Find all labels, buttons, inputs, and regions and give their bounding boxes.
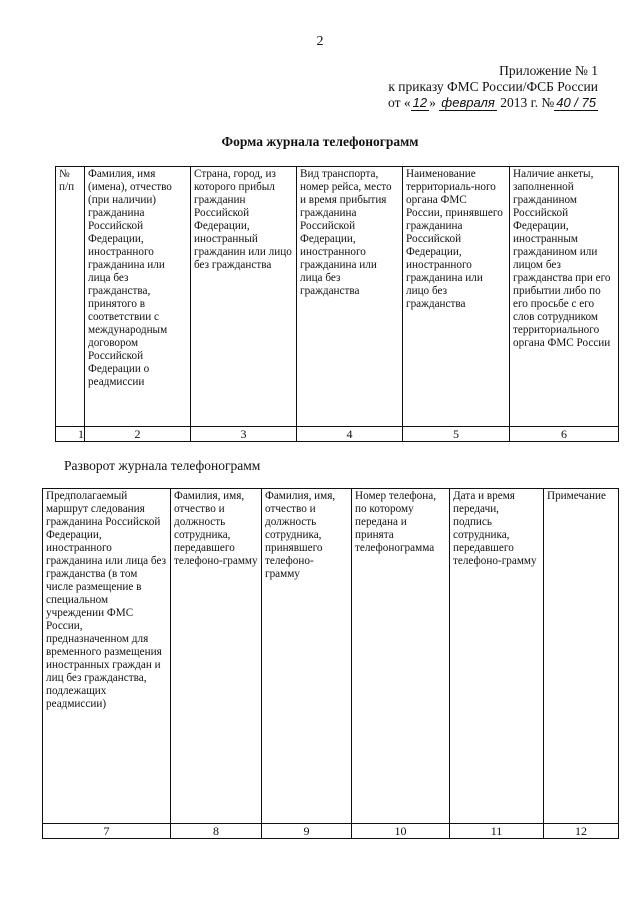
column-number: 7	[43, 824, 171, 839]
table2-title: Разворот журнала телефонограмм	[64, 458, 261, 473]
column-number: 8	[171, 824, 262, 839]
order-day: 12	[412, 95, 428, 110]
column-number: 3	[191, 427, 297, 442]
telephonogram-spread-table	[42, 488, 619, 839]
table1-header-cell: Вид транспорта, номер рейса, место и время прибытия гражданина Российской Федерации, иностранного гражданина или лица без гражданства	[297, 167, 403, 427]
telephonogram-journal-table	[55, 166, 619, 442]
column-number: 4	[297, 427, 403, 442]
table1-title: Форма журнала телефонограмм	[221, 134, 419, 149]
table2-header-cell: Дата и время передачи, подпись сотрудника, передавшего телефоно-грамму	[450, 489, 544, 824]
table1-header-cell: Страна, город, из которого прибыл гражданин Российской Федерации, иностранный гражданин или лицо без гражданства	[191, 167, 297, 427]
order-number: 40 / 75	[556, 95, 596, 110]
table1-header-cell: Наличие анкеты, заполненной гражданином Российской Федерации, иностранным гражданином или лицом без гражданства при его прибытии либо по его просьбе с его слов сотрудником территориального органа ФМС России	[510, 167, 619, 427]
table1-header-cell: № п/п	[56, 167, 85, 427]
order-month: февраля	[441, 95, 495, 110]
table2-header-cell: Номер телефона, по которому передана и принята телефонограмма	[352, 489, 450, 824]
table2-number-row	[43, 824, 619, 839]
page-number: 2	[316, 34, 324, 49]
order-year: 2013 г. №	[500, 95, 555, 110]
date-prefix: от «	[388, 95, 411, 110]
column-number: 9	[262, 824, 352, 839]
appendix-date-line	[388, 95, 598, 111]
table2-header-cell: Фамилия, имя, отчество и должность сотрудника, передавшего телефоно-грамму	[171, 489, 262, 824]
table2-header-cell: Фамилия, имя, отчество и должность сотрудника, принявшего телефоно-грамму	[262, 489, 352, 824]
table2-header-row	[43, 489, 619, 824]
column-number: 2	[85, 427, 191, 442]
column-number: 10	[352, 824, 450, 839]
table1-header-cell: Фамилия, имя (имена), отчество (при наличии) гражданина Российской Федерации, иностранного гражданина или лица без гражданства, принятого в соответствии с международным договором Российской Федерации о реадмиссии	[85, 167, 191, 427]
appendix-order: к приказу ФМС России/ФСБ России	[388, 79, 598, 94]
table1-header-cell: Наименование территориаль-ного органа ФМС России, принявшего гражданина Российской Федерации, иностранного гражданина или лицо без гражданства	[403, 167, 510, 427]
column-number: 12	[544, 824, 619, 839]
table1-number-row	[56, 427, 619, 442]
appendix-title: Приложение № 1	[499, 63, 598, 78]
column-number: 11	[450, 824, 544, 839]
table2-header-cell: Предполагаемый маршрут следования гражданина Российской Федерации, иностранного гражданина или лица без гражданства (в том числе размещение в специальном учреждении ФМС России, предназначенном для временного размещения иностранных граждан и лиц без гражданства, подлежащих реадмиссии)	[43, 489, 171, 824]
appendix-header	[388, 63, 598, 111]
column-number: 5	[403, 427, 510, 442]
column-number: 1	[56, 427, 85, 442]
table2-header-cell: Примечание	[544, 489, 619, 824]
column-number: 6	[510, 427, 619, 442]
table1-header-row	[56, 167, 619, 427]
date-mid: »	[429, 95, 436, 110]
